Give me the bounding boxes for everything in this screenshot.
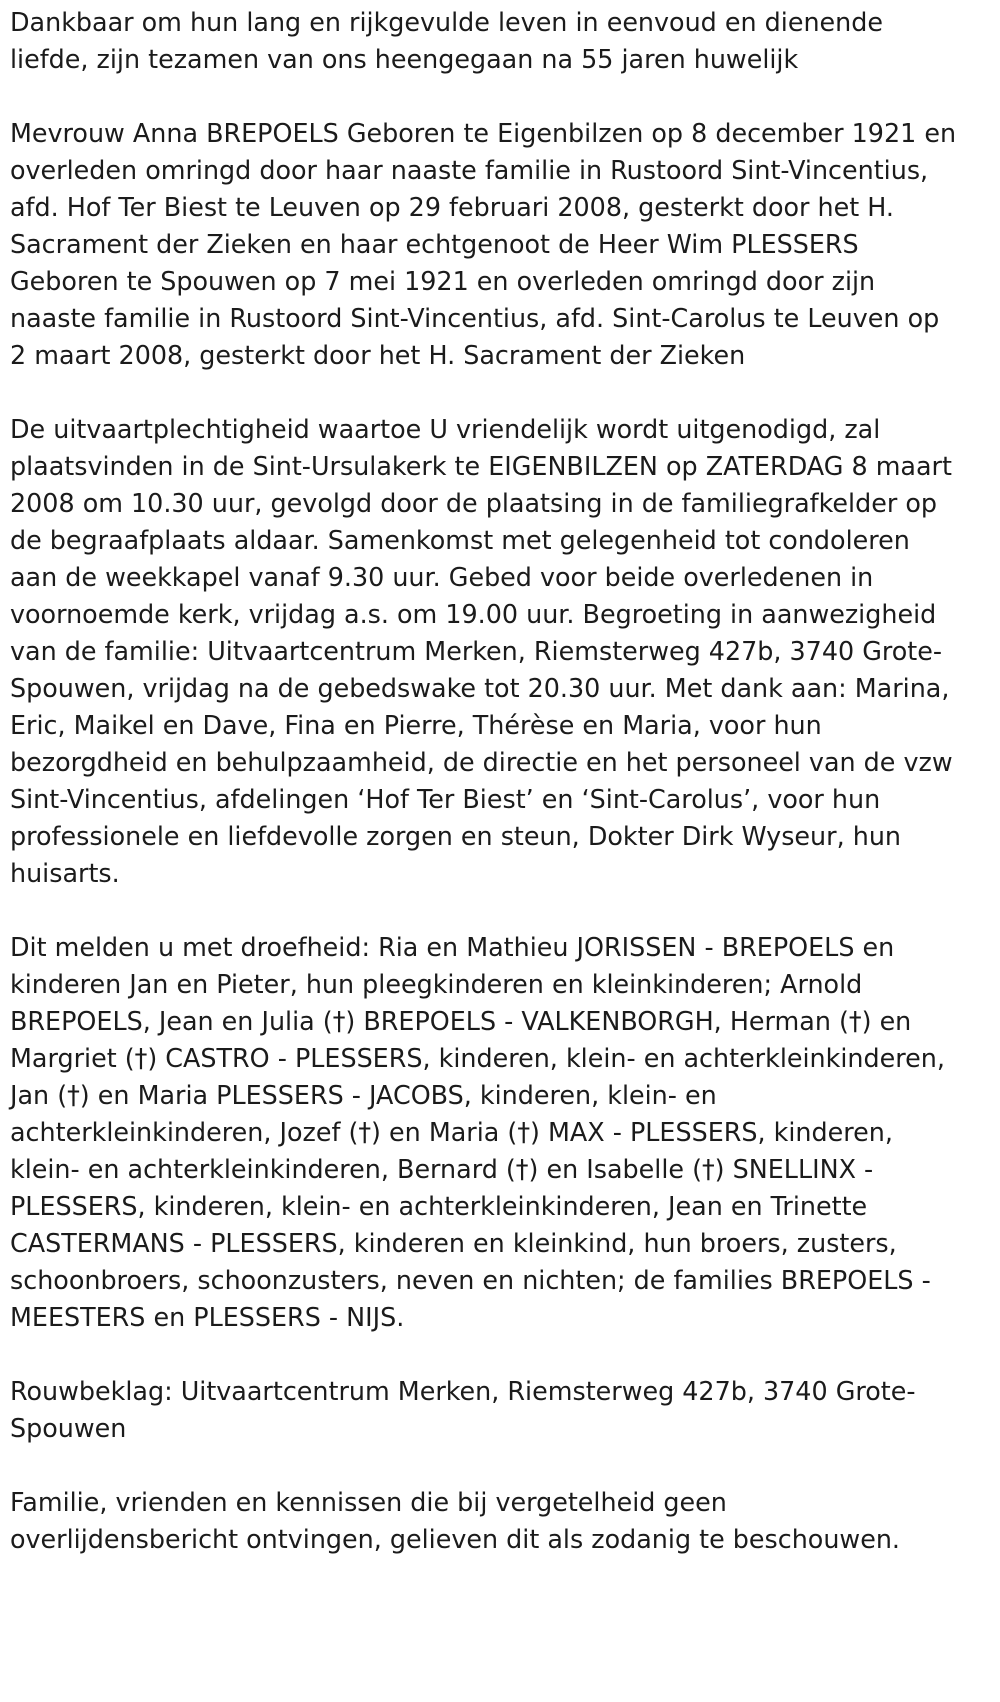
obituary-document xyxy=(10,4,995,1558)
paragraph-family: Dit melden u met droefheid: Ria en Mathieu JORISSEN - BREPOELS en kinderen Jan en Pieter, hun pleegkinderen en kleinkinderen; Arnold BREPOELS, Jean en Julia (†) BREPOELS - VALKENBORGH, Herman (†) en Margriet (†) CASTRO - PLESSERS, kinderen, klein- en achterkleinkinderen, Jan (†) en Maria PLESSERS - JACOBS, kinderen, klein- en achterkleinkinderen, Jozef (†) en Maria (†) MAX - PLESSERS, kinderen, klein- en achterkleinkinderen, Bernard (†) en Isabelle (†) SNELLINX - PLESSERS, kinderen, klein- en achterkleinkinderen, Jean en Trinette CASTERMANS - PLESSERS, kinderen en kleinkind, hun broers, zusters, schoonbroers, schoonzusters, neven en nichten; de families BREPOELS - MEESTERS en PLESSERS - NIJS. xyxy=(10,932,945,1332)
paragraph-condolences: Rouwbeklag: Uitvaartcentrum Merken, Riemsterweg 427b, 3740 Grote- Spouwen xyxy=(10,1376,916,1443)
paragraph-intro: Dankbaar om hun lang en rijkgevulde leven in eenvoud en dienende liefde, zijn tezamen van ons heengegaan na 55 jaren huwelijk xyxy=(10,7,883,74)
paragraph-deceased: Mevrouw Anna BREPOELS Geboren te Eigenbilzen op 8 december 1921 en overleden omringd door haar naaste familie in Rustoord Sint-Vincentius, afd. Hof Ter Biest te Leuven op 29 februari 2008, gesterkt door het H. Sacrament der Zieken en haar echtgenoot de Heer Wim PLESSERS Geboren te Spouwen op 7 mei 1921 en overleden omringd door zijn naaste familie in Rustoord Sint-Vincentius, afd. Sint-Carolus te Leuven op 2 maart 2008, gesterkt door het H. Sacrament der Zieken xyxy=(10,118,957,370)
paragraph-funeral-details: De uitvaartplechtigheid waartoe U vriendelijk wordt uitgenodigd, zal plaatsvinden in de Sint-Ursulakerk te EIGENBILZEN op ZATERDAG 8 maart 2008 om 10.30 uur, gevolgd door de plaatsing in de familiegrafkelder op de begraafplaats aldaar. Samenkomst met gelegenheid tot condoleren aan de weekkapel vanaf 9.30 uur. Gebed voor beide overledenen in voornoemde kerk, vrijdag a.s. om 19.00 uur. Begroeting in aanwezigheid van de familie: Uitvaartcentrum Merken, Riemsterweg 427b, 3740 Grote- Spouwen, vrijdag na de gebedswake tot 20.30 uur. Met dank aan: Marina, Eric, Maikel en Dave, Fina en Pierre, Thérèse en Maria, voor hun bezorgdheid en behulpzaamheid, de directie en het personeel van de vzw Sint-Vincentius, afdelingen ‘Hof Ter Biest’ en ‘Sint-Carolus’, voor hun professionele en liefdevolle zorgen en steun, Dokter Dirk Wyseur, hun huisarts. xyxy=(10,414,953,888)
paragraph-closing: Familie, vrienden en kennissen die bij vergetelheid geen overlijdensbericht ontvingen, gelieven dit als zodanig te beschouwen. xyxy=(10,1487,900,1554)
